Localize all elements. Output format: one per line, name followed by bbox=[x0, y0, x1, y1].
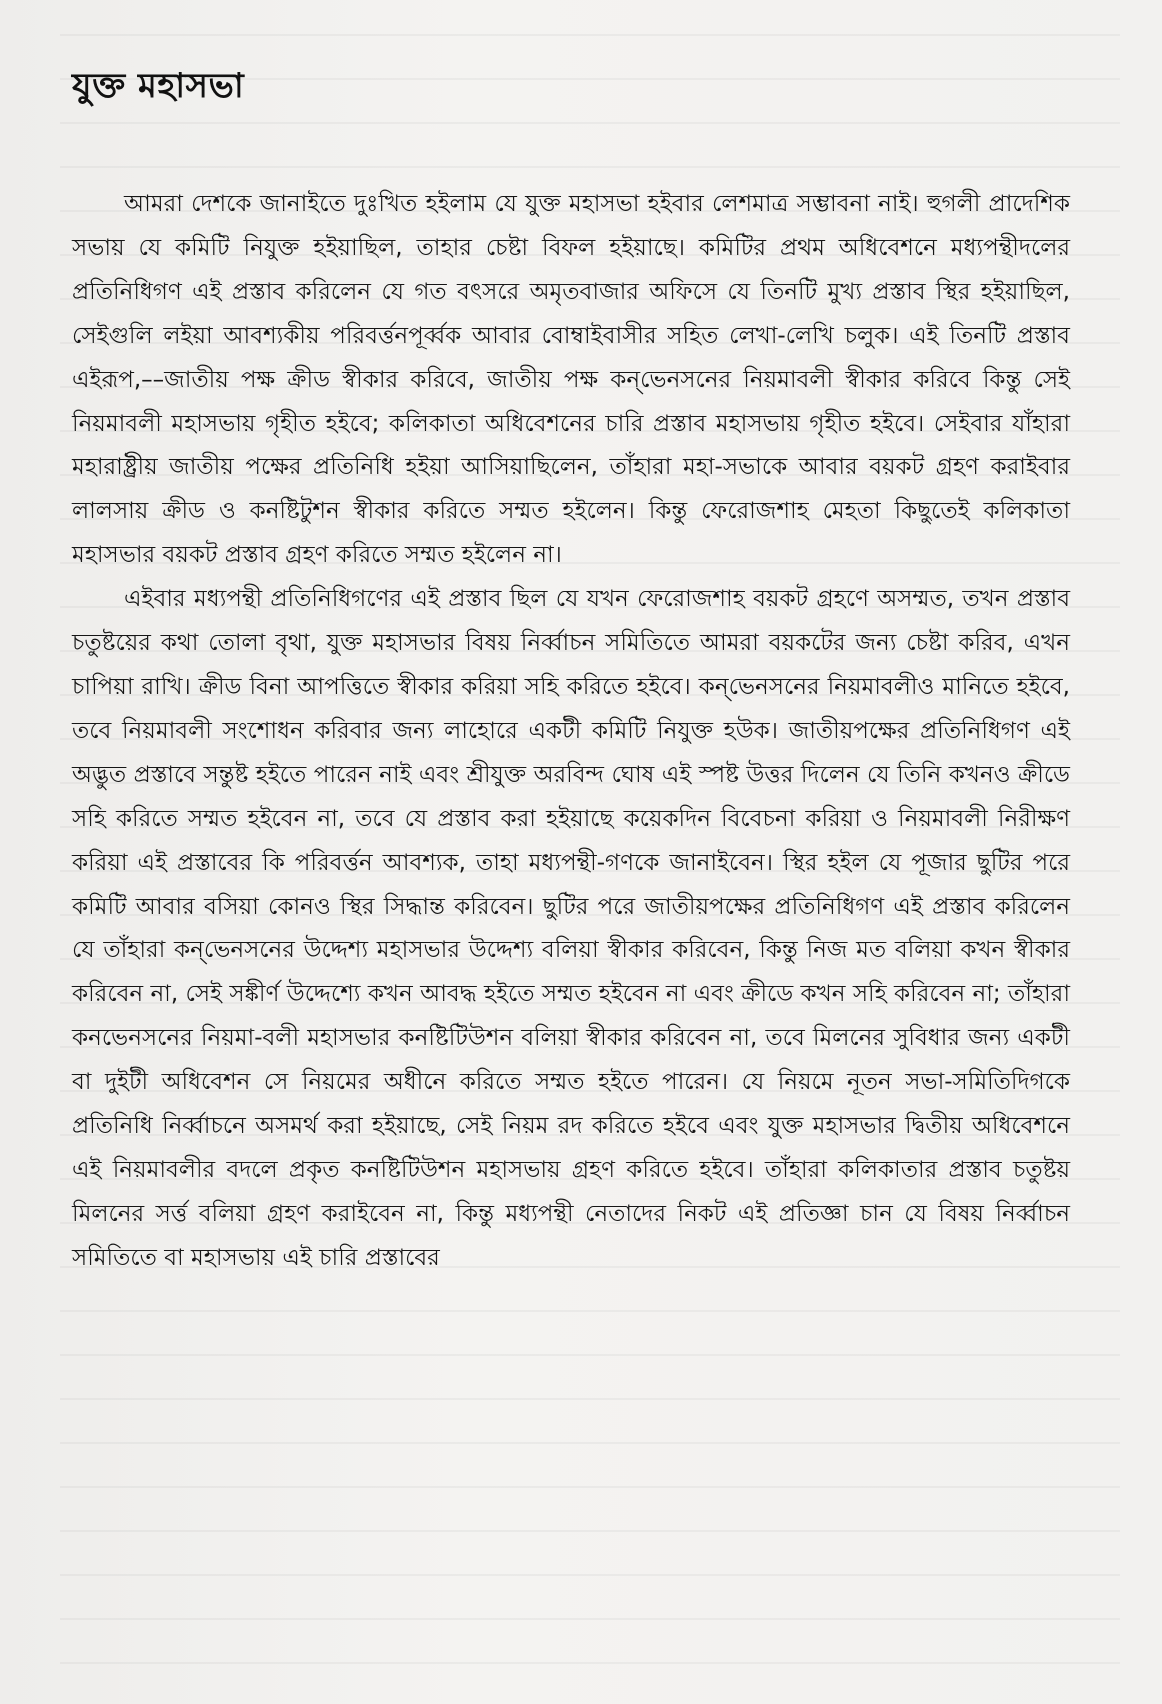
article-body bbox=[72, 183, 1070, 1281]
article-title: যুক্ত মহাসভা bbox=[72, 66, 245, 106]
paragraph-1: আমরা দেশকে জানাইতে দুঃখিত হইলাম যে যুক্ত মহাসভা হইবার লেশমাত্র সম্ভাবনা নাই। হুগলী প্রাদেশিক সভায় যে কমিটি নিযুক্ত হইয়াছিল, তাহার চেষ্টা বিফল হইয়াছে। কমিটির প্রথম অধিবেশনে মধ্যপন্থীদলের প্রতিনিধিগণ এই প্রস্তাব করিলেন যে গত বৎসরে অমৃতবাজার অফিসে যে তিনটি মুখ্য প্রস্তাব স্থির হইয়াছিল, সেইগুলি লইয়া আবশ্যকীয় পরিবর্ত্তনপূর্ব্বক আবার বোম্বাইবাসীর সহিত লেখা-লেখি চলুক। এই তিনটি প্রস্তাব এইরূপ,––জাতীয় পক্ষ ক্রীড স্বীকার করিবে, জাতীয় পক্ষ কন্‌ভেনসনের নিয়মাবলী স্বীকার করিবে কিন্তু সেই নিয়মাবলী মহাসভায় গৃহীত হইবে; কলিকাতা অধিবেশনের চারি প্রস্তাব মহাসভায় গৃহীত হইবে। সেইবার যাঁহারা মহারাষ্ট্রীয় জাতীয় পক্ষের প্রতিনিধি হইয়া আসিয়াছিলেন, তাঁহারা মহা-সভাকে আবার বয়কট গ্রহণ করাইবার লালসায় ক্রীড ও কনষ্টিটুশন স্বীকার করিতে সম্মত হইলেন। কিন্তু ফেরোজশাহ মেহতা কিছুতেই কলিকাতা মহাসভার বয়কট প্রস্তাব গ্রহণ করিতে সম্মত হইলেন না। bbox=[72, 191, 1070, 569]
paragraph-2: এইবার মধ্যপন্থী প্রতিনিধিগণের এই প্রস্তাব ছিল যে যখন ফেরোজশাহ বয়কট গ্রহণে অসম্মত, তখন প্রস্তাব চতুষ্টয়ের কথা তোলা বৃথা, যুক্ত মহাসভার বিষয় নির্ব্বাচন সমিতিতে আমরা বয়কটের জন্য চেষ্টা করিব, এখন চাপিয়া রাখি। ক্রীড বিনা আপত্তিতে স্বীকার করিয়া সহি করিতে হইবে। কন্‌ভেনসনের নিয়মাবলীও মানিতে হইবে, তবে নিয়মাবলী সংশোধন করিবার জন্য লাহোরে একটী কমিটি নিযুক্ত হউক। জাতীয়পক্ষের প্রতিনিধিগণ এই অদ্ভুত প্রস্তাবে সন্তুষ্ট হইতে পারেন নাই এবং শ্রীযুক্ত অরবিন্দ ঘোষ এই স্পষ্ট উত্তর দিলেন যে তিনি কখনও ক্রীডে সহি করিতে সম্মত হইবেন না, তবে যে প্রস্তাব করা হইয়াছে কয়েকদিন বিবেচনা করিয়া ও নিয়মাবলী নিরীক্ষণ করিয়া এই প্রস্তাবের কি পরিবর্ত্তন আবশ্যক, তাহা মধ্যপন্থী-গণকে জানাইবেন। স্থির হইল যে পূজার ছুটির পরে কমিটি আবার বসিয়া কোনও স্থির সিদ্ধান্ত করিবেন। ছুটির পরে জাতীয়পক্ষের প্রতিনিধিগণ এই প্রস্তাব করিলেন যে তাঁহারা কন্‌ভেনসনের উদ্দেশ্য মহাসভার উদ্দেশ্য বলিয়া স্বীকার করিবেন, কিন্তু নিজ মত বলিয়া কখন স্বীকার করিবেন না, সেই সঙ্কীর্ণ উদ্দেশ্যে কখন আবদ্ধ হইতে সম্মত হইবেন না এবং ক্রীডে কখন সহি করিবেন না; তাঁহারা কনভেনসনের নিয়মা-বলী মহাসভার কনষ্টিটিউশন বলিয়া স্বীকার করিবেন না, তবে মিলনের সুবিধার জন্য একটী বা দুইটী অধিবেশন সে নিয়মের অধীনে করিতে সম্মত হইতে পারেন। যে নিয়মে নূতন সভা-সমিতিদিগকে প্রতিনিধি নির্ব্বাচনে অসমর্থ করা হইয়াছে, সেই নিয়ম রদ করিতে হইবে এবং যুক্ত মহাসভার দ্বিতীয় অধিবেশনে এই নিয়মাবলীর বদলে প্রকৃত কনষ্টিটিউশন মহাসভায় গ্রহণ করিতে হইবে। তাঁহারা কলিকাতার প্রস্তাব চতুষ্টয় মিলনের সর্ত্ত বলিয়া গ্রহণ করাইবেন না, কিন্তু মধ্যপন্থী নেতাদের নিকট এই প্রতিজ্ঞা চান যে বিষয় নির্ব্বাচন সমিতিতে বা মহাসভায় এই চারি প্রস্তাবের bbox=[72, 586, 1070, 1271]
